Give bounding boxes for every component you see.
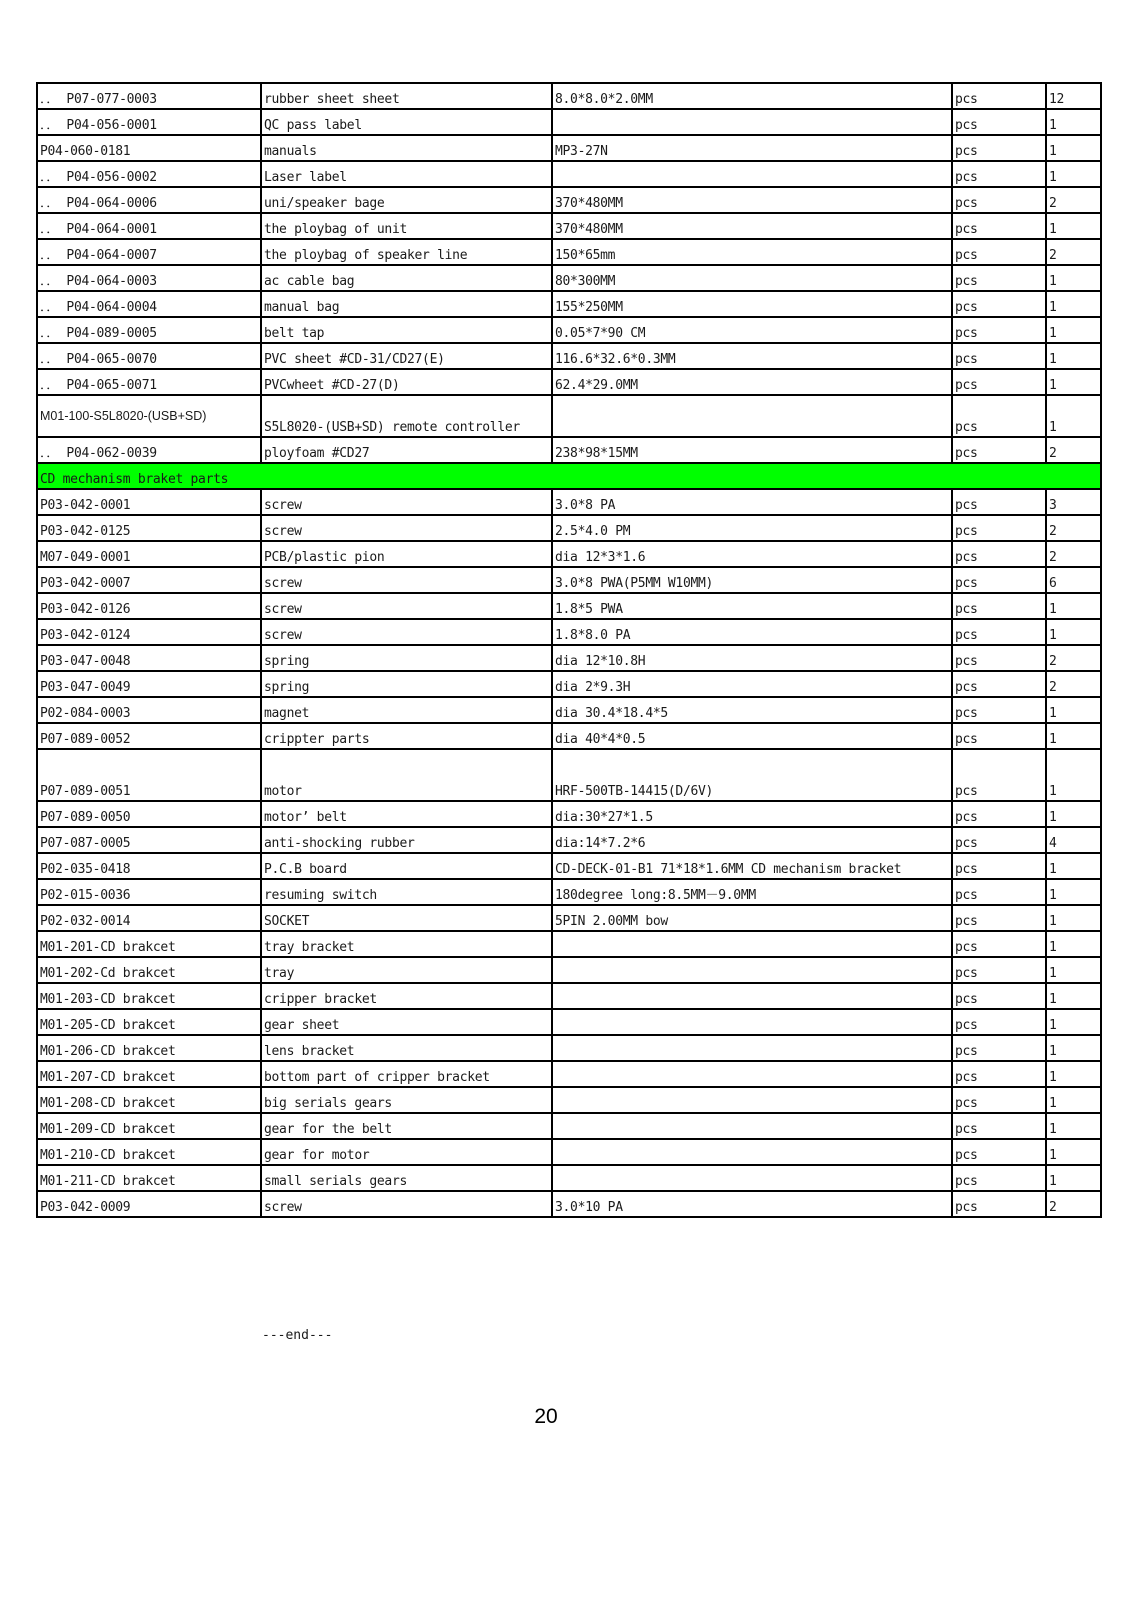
table-row <box>37 1009 1101 1035</box>
specification-cell <box>552 957 952 983</box>
unit-cell: pcs <box>952 265 1046 291</box>
description-cell: gear sheet <box>261 1009 552 1035</box>
specification-cell <box>552 109 952 135</box>
specification-cell <box>552 161 952 187</box>
unit-cell: pcs <box>952 827 1046 853</box>
unit-cell: pcs <box>952 853 1046 879</box>
part-number-cell: M01-100-S5L8020-(USB+SD) <box>37 395 261 437</box>
table-row <box>37 1113 1101 1139</box>
specification-cell: 1.8*8.0 PA <box>552 619 952 645</box>
part-number-cell: M01-207-CD brakcet <box>37 1061 261 1087</box>
unit-cell: pcs <box>952 619 1046 645</box>
unit-cell: pcs <box>952 749 1046 801</box>
specification-cell: 370*480MM <box>552 187 952 213</box>
table-row <box>37 697 1101 723</box>
description-cell: S5L8020-(USB+SD) remote controller <box>261 395 552 437</box>
parts-list-table <box>36 82 1102 1218</box>
quantity-cell: 1 <box>1046 265 1101 291</box>
specification-cell: dia 40*4*0.5 <box>552 723 952 749</box>
description-cell: cripper bracket <box>261 983 552 1009</box>
table-row <box>37 265 1101 291</box>
part-number-cell: P07-087-0005 <box>37 827 261 853</box>
part-number-cell: ．． P04-089-0005 <box>37 317 261 343</box>
part-number-cell: M01-203-CD brakcet <box>37 983 261 1009</box>
description-cell: screw <box>261 593 552 619</box>
description-cell: lens bracket <box>261 1035 552 1061</box>
unit-cell: pcs <box>952 1113 1046 1139</box>
quantity-cell: 1 <box>1046 213 1101 239</box>
quantity-cell: 1 <box>1046 983 1101 1009</box>
unit-cell: pcs <box>952 801 1046 827</box>
quantity-cell: 1 <box>1046 109 1101 135</box>
description-cell: PVCwheet #CD-27(D) <box>261 369 552 395</box>
quantity-cell: 2 <box>1046 645 1101 671</box>
part-number-cell: P07-089-0052 <box>37 723 261 749</box>
part-number-cell: ．． P04-064-0006 <box>37 187 261 213</box>
table-row <box>37 619 1101 645</box>
quantity-cell: 6 <box>1046 567 1101 593</box>
part-number-cell: ．． P04-064-0004 <box>37 291 261 317</box>
specification-cell: 1.8*5 PWA <box>552 593 952 619</box>
description-cell: gear for the belt <box>261 1113 552 1139</box>
part-number-cell: ．． P04-056-0002 <box>37 161 261 187</box>
unit-cell: pcs <box>952 541 1046 567</box>
part-number-cell: M01-205-CD brakcet <box>37 1009 261 1035</box>
unit-cell: pcs <box>952 317 1046 343</box>
part-number-cell: P03-042-0124 <box>37 619 261 645</box>
quantity-cell: 2 <box>1046 187 1101 213</box>
table-row <box>37 541 1101 567</box>
description-cell: manual bag <box>261 291 552 317</box>
specification-cell: dia:14*7.2*6 <box>552 827 952 853</box>
part-number-cell: P03-042-0126 <box>37 593 261 619</box>
description-cell: SOCKET <box>261 905 552 931</box>
unit-cell: pcs <box>952 213 1046 239</box>
description-cell: tray <box>261 957 552 983</box>
description-cell: the ploybag of unit <box>261 213 552 239</box>
part-number-cell: P02-084-0003 <box>37 697 261 723</box>
quantity-cell: 1 <box>1046 369 1101 395</box>
description-cell: motor’ belt <box>261 801 552 827</box>
end-marker: ---end--- <box>262 1328 333 1343</box>
table-row <box>37 723 1101 749</box>
quantity-cell: 1 <box>1046 161 1101 187</box>
description-cell: gear for motor <box>261 1139 552 1165</box>
table-row <box>37 291 1101 317</box>
quantity-cell: 3 <box>1046 489 1101 515</box>
table-row-motor <box>37 749 1101 801</box>
part-number-cell: P03-047-0048 <box>37 645 261 671</box>
description-cell: ac cable bag <box>261 265 552 291</box>
unit-cell: pcs <box>952 593 1046 619</box>
quantity-cell: 1 <box>1046 697 1101 723</box>
quantity-cell: 1 <box>1046 291 1101 317</box>
unit-cell: pcs <box>952 187 1046 213</box>
quantity-cell: 1 <box>1046 1035 1101 1061</box>
specification-cell: dia 2*9.3H <box>552 671 952 697</box>
table-row <box>37 1191 1101 1217</box>
unit-cell: pcs <box>952 983 1046 1009</box>
description-cell: PVC sheet #CD-31/CD27(E) <box>261 343 552 369</box>
description-cell: rubber sheet sheet <box>261 83 552 109</box>
specification-cell: 5PIN 2.00MM bow <box>552 905 952 931</box>
quantity-cell: 1 <box>1046 1113 1101 1139</box>
part-number-cell: M07-049-0001 <box>37 541 261 567</box>
table-row <box>37 1035 1101 1061</box>
part-number-cell: M01-208-CD brakcet <box>37 1087 261 1113</box>
specification-cell <box>552 1035 952 1061</box>
specification-cell <box>552 395 952 437</box>
part-number-cell: ．． P04-056-0001 <box>37 109 261 135</box>
description-cell: screw <box>261 567 552 593</box>
specification-cell: HRF-500TB-14415(D/6V) <box>552 749 952 801</box>
part-number-cell: P03-042-0009 <box>37 1191 261 1217</box>
table-row <box>37 161 1101 187</box>
quantity-cell: 1 <box>1046 931 1101 957</box>
description-cell: the ploybag of speaker line <box>261 239 552 265</box>
table-row <box>37 567 1101 593</box>
specification-cell: 150*65mm <box>552 239 952 265</box>
specification-cell <box>552 1061 952 1087</box>
specification-cell: CD-DECK-01-B1 71*18*1.6MM CD mechanism bracket <box>552 853 952 879</box>
unit-cell: pcs <box>952 1165 1046 1191</box>
unit-cell: pcs <box>952 291 1046 317</box>
unit-cell: pcs <box>952 109 1046 135</box>
description-cell: magnet <box>261 697 552 723</box>
part-number-cell: M01-210-CD brakcet <box>37 1139 261 1165</box>
unit-cell: pcs <box>952 931 1046 957</box>
specification-cell: 180degree long:8.5MM－9.0MM <box>552 879 952 905</box>
table-row <box>37 109 1101 135</box>
description-cell: screw <box>261 619 552 645</box>
part-number-cell: ．． P04-064-0003 <box>37 265 261 291</box>
unit-cell: pcs <box>952 879 1046 905</box>
description-cell: big serials gears <box>261 1087 552 1113</box>
specification-cell: 238*98*15MM <box>552 437 952 463</box>
quantity-cell: 4 <box>1046 827 1101 853</box>
specification-cell <box>552 1165 952 1191</box>
table-row <box>37 369 1101 395</box>
table-row <box>37 489 1101 515</box>
unit-cell: pcs <box>952 1061 1046 1087</box>
table-row <box>37 957 1101 983</box>
part-number-cell: ．． P04-062-0039 <box>37 437 261 463</box>
unit-cell: pcs <box>952 369 1046 395</box>
unit-cell: pcs <box>952 905 1046 931</box>
table-row <box>37 593 1101 619</box>
quantity-cell: 1 <box>1046 1165 1101 1191</box>
part-number-cell: M01-202-Cd brakcet <box>37 957 261 983</box>
unit-cell: pcs <box>952 645 1046 671</box>
description-cell: QC pass label <box>261 109 552 135</box>
table-row <box>37 1165 1101 1191</box>
unit-cell: pcs <box>952 83 1046 109</box>
description-cell: bottom part of cripper bracket <box>261 1061 552 1087</box>
description-cell: anti-shocking rubber <box>261 827 552 853</box>
specification-cell: 3.0*8 PA <box>552 489 952 515</box>
description-cell: P.C.B board <box>261 853 552 879</box>
quantity-cell: 1 <box>1046 395 1101 437</box>
table-row <box>37 1139 1101 1165</box>
part-number-cell: P04-060-0181 <box>37 135 261 161</box>
part-number-cell: ．． P07-077-0003 <box>37 83 261 109</box>
description-cell: spring <box>261 645 552 671</box>
table-row <box>37 135 1101 161</box>
description-cell: Laser label <box>261 161 552 187</box>
table-row <box>37 905 1101 931</box>
specification-cell <box>552 1139 952 1165</box>
specification-cell: dia 12*3*1.6 <box>552 541 952 567</box>
quantity-cell: 2 <box>1046 515 1101 541</box>
quantity-cell: 1 <box>1046 619 1101 645</box>
unit-cell: pcs <box>952 671 1046 697</box>
quantity-cell: 1 <box>1046 957 1101 983</box>
unit-cell: pcs <box>952 1087 1046 1113</box>
description-cell: screw <box>261 489 552 515</box>
quantity-cell: 1 <box>1046 135 1101 161</box>
description-cell: PCB/plastic pion <box>261 541 552 567</box>
table-row <box>37 213 1101 239</box>
table-row <box>37 239 1101 265</box>
part-number-cell: ．． P04-065-0071 <box>37 369 261 395</box>
part-number-cell: ．． P04-064-0001 <box>37 213 261 239</box>
specification-cell: 2.5*4.0 PM <box>552 515 952 541</box>
table-row <box>37 83 1101 109</box>
unit-cell: pcs <box>952 343 1046 369</box>
quantity-cell: 1 <box>1046 343 1101 369</box>
quantity-cell: 1 <box>1046 853 1101 879</box>
table-row <box>37 931 1101 957</box>
quantity-cell: 2 <box>1046 239 1101 265</box>
description-cell: resuming switch <box>261 879 552 905</box>
table-row-remote-controller <box>37 395 1101 437</box>
description-cell: screw <box>261 1191 552 1217</box>
part-number-cell: P07-089-0050 <box>37 801 261 827</box>
section-header-row <box>37 463 1101 489</box>
part-number-cell: P03-042-0001 <box>37 489 261 515</box>
unit-cell: pcs <box>952 161 1046 187</box>
unit-cell: pcs <box>952 697 1046 723</box>
specification-cell: 3.0*8 PWA(P5MM W10MM) <box>552 567 952 593</box>
unit-cell: pcs <box>952 515 1046 541</box>
specification-cell: 80*300MM <box>552 265 952 291</box>
quantity-cell: 1 <box>1046 593 1101 619</box>
description-cell: belt tap <box>261 317 552 343</box>
specification-cell <box>552 983 952 1009</box>
table-row <box>37 853 1101 879</box>
description-cell: motor <box>261 749 552 801</box>
quantity-cell: 1 <box>1046 723 1101 749</box>
description-cell: manuals <box>261 135 552 161</box>
unit-cell: pcs <box>952 1191 1046 1217</box>
unit-cell: pcs <box>952 135 1046 161</box>
quantity-cell: 1 <box>1046 317 1101 343</box>
table-row <box>37 515 1101 541</box>
table-row <box>37 879 1101 905</box>
quantity-cell: 1 <box>1046 905 1101 931</box>
table-row <box>37 827 1101 853</box>
description-cell: crippter parts <box>261 723 552 749</box>
quantity-cell: 1 <box>1046 879 1101 905</box>
unit-cell: pcs <box>952 723 1046 749</box>
quantity-cell: 1 <box>1046 1009 1101 1035</box>
specification-cell: MP3-27N <box>552 135 952 161</box>
specification-cell <box>552 931 952 957</box>
description-cell: uni/speaker bage <box>261 187 552 213</box>
unit-cell: pcs <box>952 1139 1046 1165</box>
page-number: 20 <box>534 1405 558 1428</box>
table-row <box>37 645 1101 671</box>
table-row <box>37 437 1101 463</box>
part-number-cell: ．． P04-065-0070 <box>37 343 261 369</box>
unit-cell: pcs <box>952 489 1046 515</box>
description-cell: screw <box>261 515 552 541</box>
part-number-cell: M01-211-CD brakcet <box>37 1165 261 1191</box>
part-number-cell: P03-047-0049 <box>37 671 261 697</box>
specification-cell: 116.6*32.6*0.3MM <box>552 343 952 369</box>
part-number-cell: P02-035-0418 <box>37 853 261 879</box>
unit-cell: pcs <box>952 239 1046 265</box>
quantity-cell: 1 <box>1046 749 1101 801</box>
specification-cell: dia:30*27*1.5 <box>552 801 952 827</box>
specification-cell: 3.0*10 PA <box>552 1191 952 1217</box>
unit-cell: pcs <box>952 1009 1046 1035</box>
part-number-cell: ．． P04-064-0007 <box>37 239 261 265</box>
specification-cell <box>552 1087 952 1113</box>
section-title: CD mechanism braket parts <box>37 463 1101 489</box>
part-number-cell: P03-042-0007 <box>37 567 261 593</box>
specification-cell <box>552 1113 952 1139</box>
quantity-cell: 2 <box>1046 541 1101 567</box>
description-cell: spring <box>261 671 552 697</box>
part-number-cell: P03-042-0125 <box>37 515 261 541</box>
quantity-cell: 1 <box>1046 1061 1101 1087</box>
specification-cell: dia 12*10.8H <box>552 645 952 671</box>
specification-cell: 0.05*7*90 CM <box>552 317 952 343</box>
description-cell: tray bracket <box>261 931 552 957</box>
part-number-cell: M01-206-CD brakcet <box>37 1035 261 1061</box>
specification-cell: 370*480MM <box>552 213 952 239</box>
quantity-cell: 2 <box>1046 437 1101 463</box>
table-row <box>37 317 1101 343</box>
part-number-cell: P02-015-0036 <box>37 879 261 905</box>
table-row <box>37 671 1101 697</box>
unit-cell: pcs <box>952 1035 1046 1061</box>
part-number-cell: M01-209-CD brakcet <box>37 1113 261 1139</box>
quantity-cell: 1 <box>1046 1139 1101 1165</box>
table-row <box>37 1061 1101 1087</box>
unit-cell: pcs <box>952 957 1046 983</box>
description-cell: ployfoam #CD27 <box>261 437 552 463</box>
description-cell: small serials gears <box>261 1165 552 1191</box>
part-number-cell: M01-201-CD brakcet <box>37 931 261 957</box>
quantity-cell: 12 <box>1046 83 1101 109</box>
quantity-cell: 1 <box>1046 1087 1101 1113</box>
table-row <box>37 1087 1101 1113</box>
unit-cell: pcs <box>952 567 1046 593</box>
specification-cell: 8.0*8.0*2.0MM <box>552 83 952 109</box>
quantity-cell: 1 <box>1046 801 1101 827</box>
quantity-cell: 2 <box>1046 671 1101 697</box>
specification-cell: 62.4*29.0MM <box>552 369 952 395</box>
specification-cell <box>552 1009 952 1035</box>
specification-cell: 155*250MM <box>552 291 952 317</box>
part-number-cell: P02-032-0014 <box>37 905 261 931</box>
unit-cell: pcs <box>952 395 1046 437</box>
table-row <box>37 983 1101 1009</box>
part-number-cell: P07-089-0051 <box>37 749 261 801</box>
specification-cell: dia 30.4*18.4*5 <box>552 697 952 723</box>
table-row <box>37 343 1101 369</box>
unit-cell: pcs <box>952 437 1046 463</box>
table-row <box>37 801 1101 827</box>
quantity-cell: 2 <box>1046 1191 1101 1217</box>
table-row <box>37 187 1101 213</box>
